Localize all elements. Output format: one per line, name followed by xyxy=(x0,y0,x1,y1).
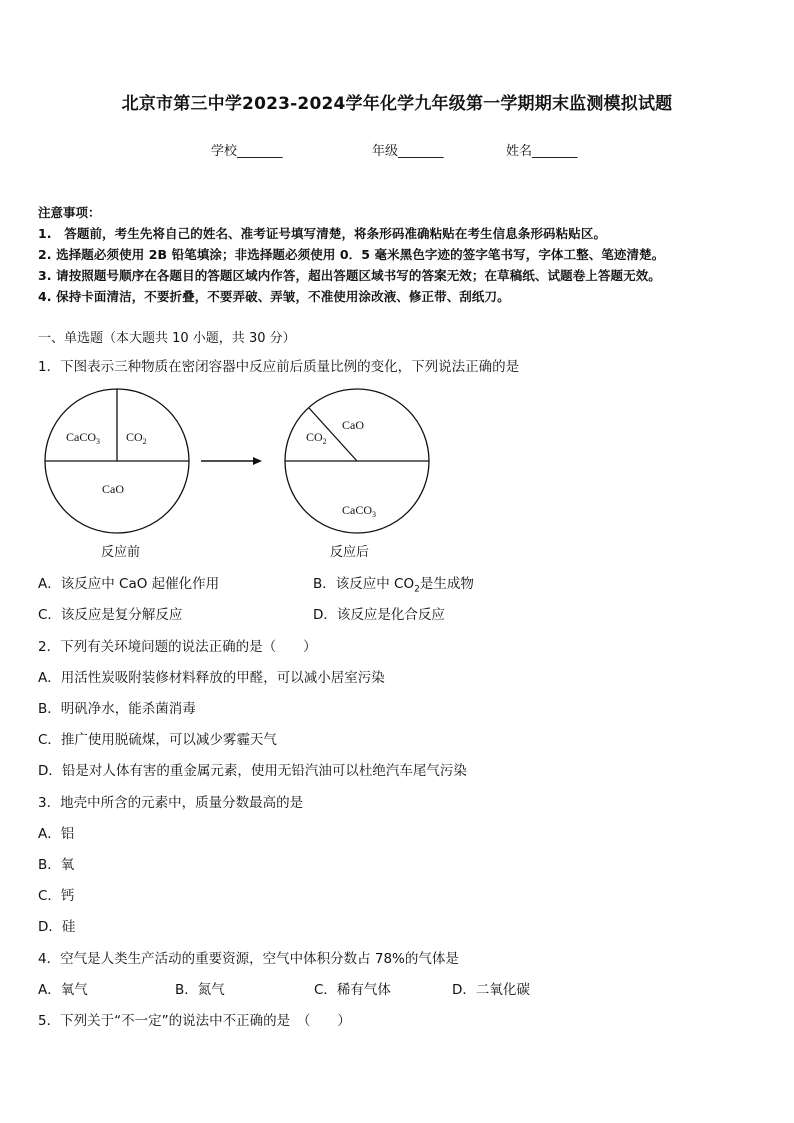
school-field: 学校_______ xyxy=(211,144,283,159)
q2-option-b: B．明矾净水，能杀菌消毒 xyxy=(38,701,196,717)
grade-field: 年级_______ xyxy=(372,144,444,159)
after-co2-label: $CO_2$ xyxy=(306,430,327,446)
question-3-stem: 3．地壳中所含的元素中，质量分数最高的是 xyxy=(38,795,304,811)
q1-option-a: A．该反应中 CaO 起催化作用 xyxy=(38,576,220,592)
after-cao-label: CaO xyxy=(342,418,364,432)
q2-option-c: C．推广使用脱硫煤，可以减少雾霾天气 xyxy=(38,732,277,748)
page-title: 北京市第三中学2023-2024学年化学九年级第一学期期末监测模拟试题 xyxy=(121,94,673,114)
q1-option-d: D．该反应是化合反应 xyxy=(313,607,445,623)
note-item: 2. 选择题必须使用 2B 铅笔填涂；非选择题必须使用 0．5 毫米黑色字迹的签字笔书写，字体工整、笔迹清楚。 xyxy=(38,247,665,262)
q4-option-d: D．二氧化碳 xyxy=(452,982,530,998)
notes-heading: 注意事项： xyxy=(38,205,101,220)
q3-option-b: B．氧 xyxy=(38,857,75,873)
q3-option-a: A．铝 xyxy=(38,826,75,842)
question-4-stem: 4．空气是人类生产活动的重要资源，空气中体积分数占 78%的气体是 xyxy=(38,951,459,967)
q3-option-d: D．硅 xyxy=(38,919,76,935)
note-item: 1. 答题前，考生先将自己的姓名、准考证号填写清楚，将条形码准确粘贴在考生信息条形码粘贴区。 xyxy=(38,226,607,241)
q2-option-d: D．铅是对人体有害的重金属元素，使用无铅汽油可以杜绝汽车尾气污染 xyxy=(38,763,467,779)
q2-option-a: A．用活性炭吸附装修材料释放的甲醛，可以减小居室污染 xyxy=(38,670,385,686)
before-co2-label: $CO_2$ xyxy=(126,430,147,446)
q4-option-c: C．稀有气体 xyxy=(314,982,391,998)
after-caco3-label: CaCO$_3$ xyxy=(342,503,376,519)
note-item: 3. 请按照题号顺序在各题目的答题区域内作答，超出答题区域书写的答案无效；在草稿纸、试题卷上答题无效。 xyxy=(38,268,661,283)
question-5-stem: 5．下列关于“不一定”的说法中不正确的是 （ ） xyxy=(38,1013,351,1029)
after-caption: 反应后 xyxy=(330,545,370,560)
q4-option-b: B．氮气 xyxy=(175,982,225,998)
question-1-stem: 1．下图表示三种物质在密闭容器中反应前后质量比例的变化，下列说法正确的是 xyxy=(38,359,520,375)
note-item: 4. 保持卡面清洁，不要折叠，不要弄破、弄皱，不准使用涂改液、修正带、刮纸刀。 xyxy=(38,289,510,304)
q3-option-c: C．钙 xyxy=(38,888,75,904)
before-caco3-label: CaCO$_3$ xyxy=(66,430,100,446)
section-title: 一、单选题（本大题共 10 小题，共 30 分） xyxy=(38,331,296,346)
q4-option-a: A．氧气 xyxy=(38,982,88,998)
before-cao-label: CaO xyxy=(102,482,124,496)
q1-option-c: C．该反应是复分解反应 xyxy=(38,607,183,623)
q1-option-b: B．该反应中 $CO_2$是生成物 xyxy=(313,576,474,595)
name-field: 姓名_______ xyxy=(506,144,578,159)
before-caption: 反应前 xyxy=(101,545,141,560)
question-2-stem: 2．下列有关环境问题的说法正确的是（ ） xyxy=(38,639,317,655)
